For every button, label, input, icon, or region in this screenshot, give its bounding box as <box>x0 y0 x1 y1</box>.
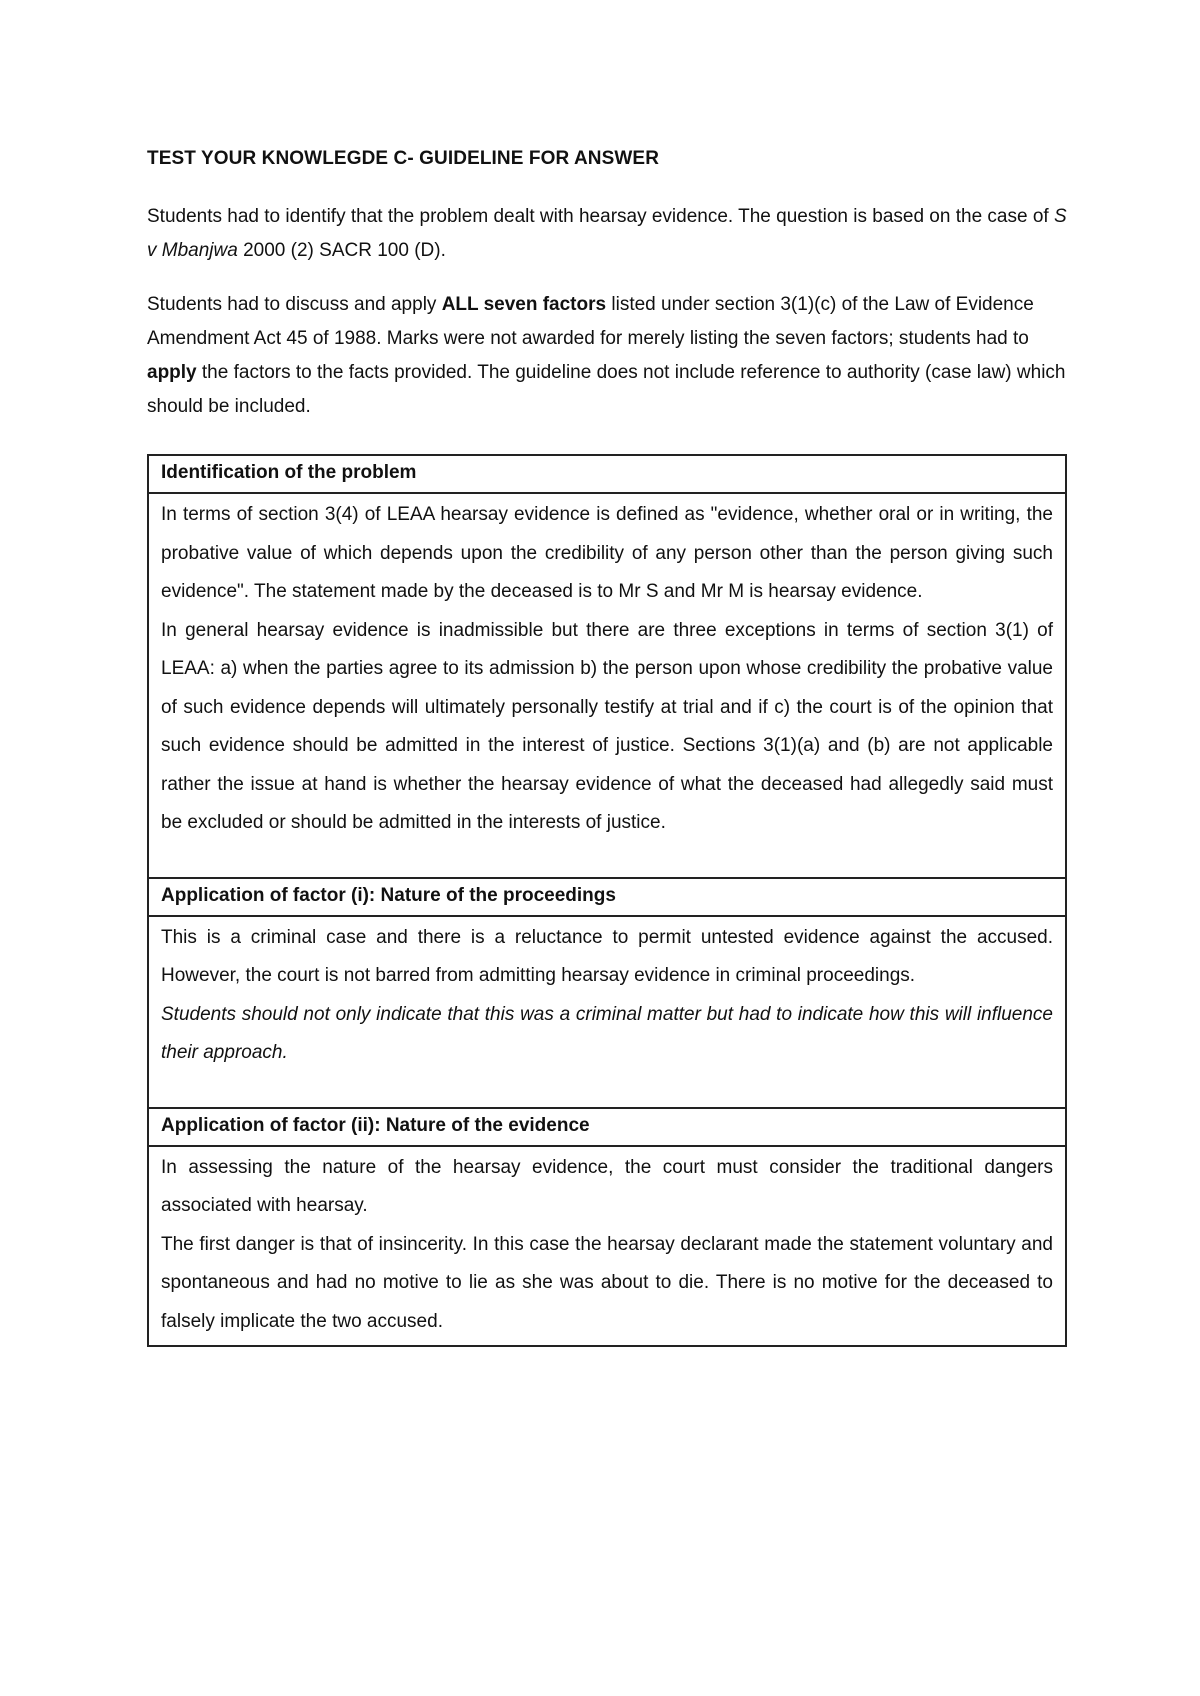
table-row <box>148 916 1066 1108</box>
table-row <box>148 493 1066 878</box>
intro1-citation: 2000 (2) SACR 100 (D). <box>237 240 446 261</box>
intro2-part1: Students had to discuss and apply <box>147 294 442 315</box>
table-row <box>148 455 1066 493</box>
case-name: S v Mbanjwa <box>147 206 1067 261</box>
section-paragraph: This is a criminal case and there is a reluctance to permit untested evidence against the accused. However, the court is not barred from admitting hearsay evidence in criminal proceedings. <box>161 926 1053 986</box>
section-body-identification <box>148 493 1066 878</box>
section-body-factor-i <box>148 916 1066 1108</box>
section-paragraph: The first danger is that of insincerity. In this case the hearsay declarant made the statement voluntary and spontaneous and had no motive to lie as she was about to die. There is no motive for the deceased to falsely implicate the two accused. <box>161 1233 1053 1332</box>
intro2-part3: the factors to the facts provided. The guideline does not include reference to authority (case law) which should be included. <box>147 362 1066 417</box>
intro2-bold-apply: apply <box>147 362 197 383</box>
document-page <box>147 146 1067 1347</box>
student-note: Students should not only indicate that this was a criminal matter but had to indicate how this will influence their approach. <box>161 1003 1053 1063</box>
section-heading-identification: Identification of the problem <box>148 455 1066 493</box>
section-heading-factor-ii: Application of factor (ii): Nature of the evidence <box>148 1108 1066 1146</box>
section-heading-factor-i: Application of factor (i): Nature of the proceedings <box>148 878 1066 916</box>
section-paragraph: In terms of section 3(4) of LEAA hearsay evidence is defined as "evidence, whether oral or in writing, the probative value of which depends upon the credibility of any person other than the person giving such evidence". The statement made by the deceased is to Mr S and Mr M is hearsay evidence. <box>161 504 1053 602</box>
table-row <box>148 1108 1066 1146</box>
intro1-text: Students had to identify that the problem dealt with hearsay evidence. The question is based on the case of <box>147 206 1054 227</box>
document-title: TEST YOUR KNOWLEGDE C- GUIDELINE FOR ANSWER <box>147 148 660 169</box>
section-body-factor-ii <box>148 1146 1066 1347</box>
table-row <box>148 1146 1066 1347</box>
intro-paragraph-2 <box>147 288 1067 424</box>
guideline-table <box>147 454 1067 1347</box>
section-paragraph: In assessing the nature of the hearsay evidence, the court must consider the traditional dangers associated with hearsay. <box>161 1156 1053 1216</box>
intro-paragraph-1 <box>147 200 1067 268</box>
intro2-part2: listed under section 3(1)(c) of the Law of Evidence Amendment Act 45 of 1988. Marks were not awarded for merely listing the seven factors; students had to <box>147 294 1034 349</box>
section-paragraph: In general hearsay evidence is inadmissible but there are three exceptions in terms of section 3(1) of LEAA: a) when the parties agree to its admission b) the person upon whose credibility the probative value of such evidence depends will ultimately personally testify at trial and if c) the court is of the opinion that such evidence should be admitted in the interest of justice. Sections 3(1)(a) and (b) are not applicable rather the issue at hand is whether the hearsay evidence of what the deceased had allegedly said must be excluded or should be admitted in the interests of justice. <box>161 619 1053 833</box>
table-row <box>148 878 1066 916</box>
intro2-bold-factors: ALL seven factors <box>441 294 607 315</box>
